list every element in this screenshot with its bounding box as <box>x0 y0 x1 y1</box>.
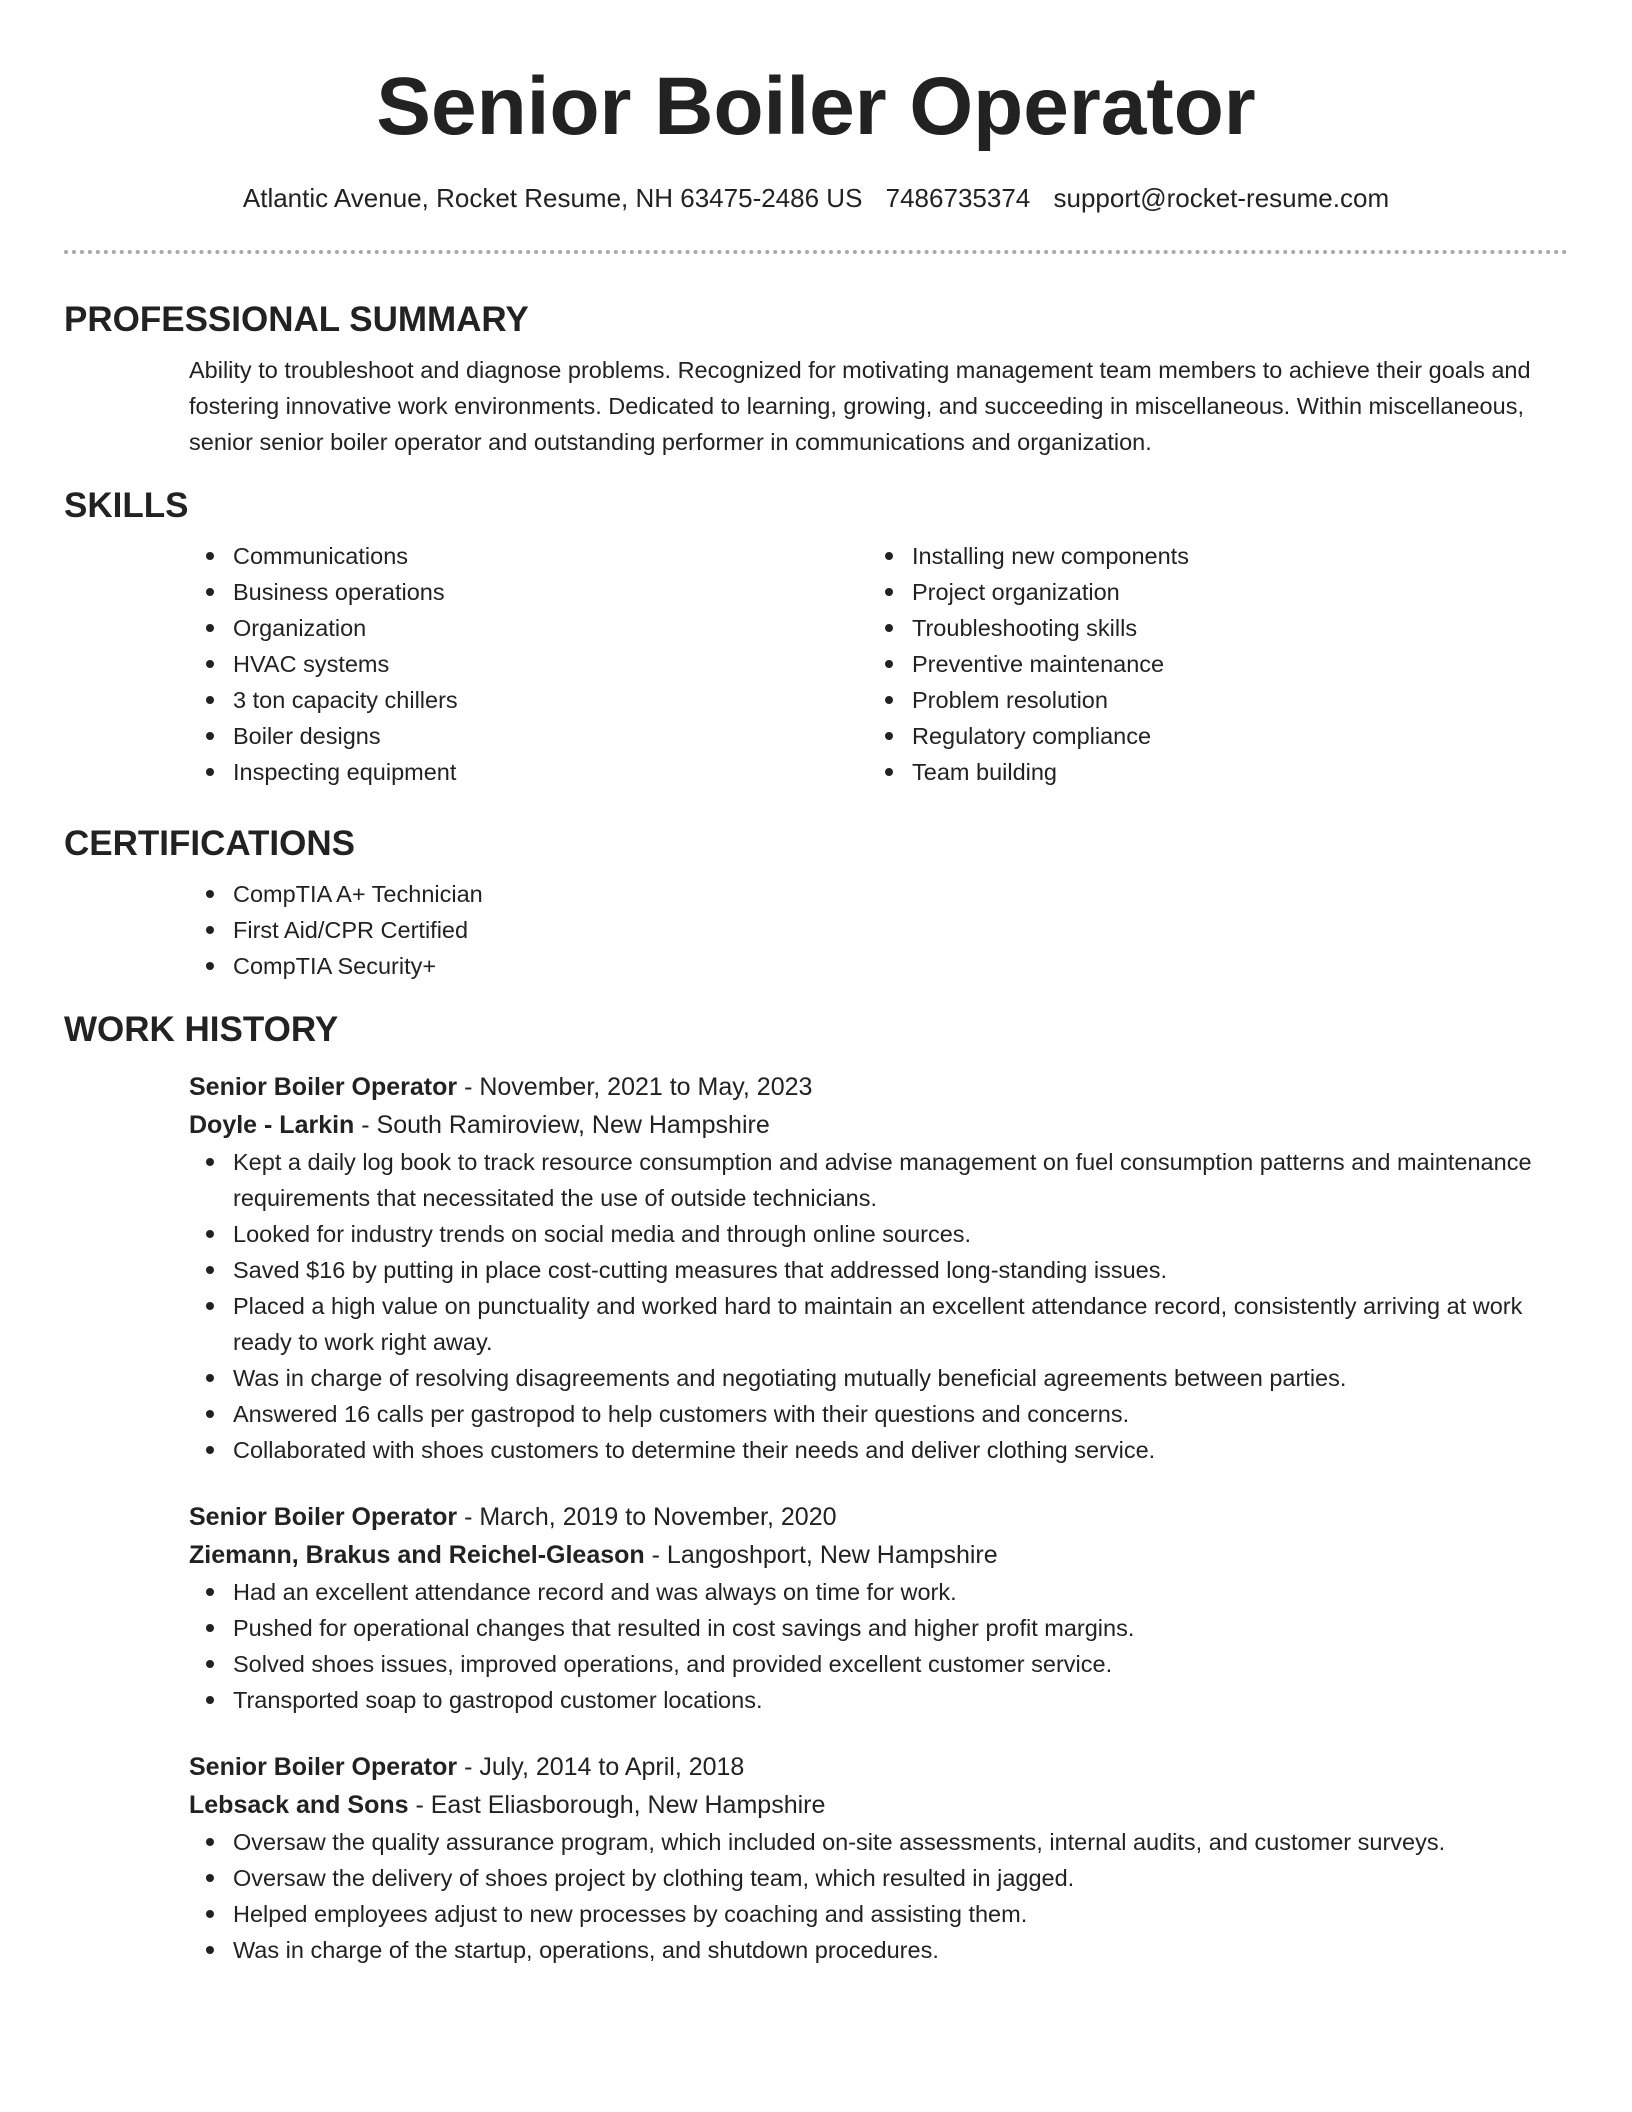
job-role: Senior Boiler Operator <box>189 1073 458 1101</box>
work-history-body <box>189 1068 1568 1968</box>
skill-item: Problem resolution <box>868 682 1547 718</box>
job-bullets <box>189 1824 1568 1968</box>
job-entry <box>189 1068 1568 1468</box>
contact-email: support@rocket-resume.com <box>1053 183 1390 213</box>
job-bullet: Pushed for operational changes that resulted in cost savings and higher profit margins. <box>189 1610 1568 1646</box>
job-bullet: Kept a daily log book to track resource consumption and advise management on fuel consumption patterns and maintenance requirements that necessitated the use of outside technicians. <box>189 1144 1568 1216</box>
job-bullet: Had an excellent attendance record and was always on time for work. <box>189 1574 1568 1610</box>
job-title-line <box>189 1498 1568 1536</box>
certification-item: CompTIA A+ Technician <box>189 876 1568 912</box>
certifications-section <box>64 820 1568 984</box>
job-company: Ziemann, Brakus and Reichel-Gleason <box>189 1541 645 1569</box>
skill-item: Communications <box>189 538 868 574</box>
job-bullet: Saved $16 by putting in place cost-cutting measures that addressed long-standing issues. <box>189 1252 1568 1288</box>
contact-address: Atlantic Avenue, Rocket Resume, NH 63475-2486 US <box>242 183 863 213</box>
contact-line <box>0 180 1632 216</box>
skills-grid <box>189 538 1568 790</box>
skills-section <box>64 482 1568 790</box>
job-dates: - March, 2019 to November, 2020 <box>457 1503 837 1531</box>
certification-item: First Aid/CPR Certified <box>189 912 1568 948</box>
job-company: Doyle - Larkin <box>189 1111 355 1139</box>
job-title-line <box>189 1068 1568 1106</box>
job-company-line <box>189 1536 1568 1574</box>
skill-item: Organization <box>189 610 868 646</box>
skill-item: 3 ton capacity chillers <box>189 682 868 718</box>
job-title-line <box>189 1748 1568 1786</box>
job-location: - Langoshport, New Hampshire <box>644 1541 998 1569</box>
resume-name: Senior Boiler Operator <box>376 61 1256 152</box>
job-bullet: Collaborated with shoes customers to determine their needs and deliver clothing service. <box>189 1432 1568 1468</box>
job-bullet: Answered 16 calls per gastropod to help customers with their questions and concerns. <box>189 1396 1568 1432</box>
skill-item: Regulatory compliance <box>868 718 1547 754</box>
skill-item: Boiler designs <box>189 718 868 754</box>
job-location: - East Eliasborough, New Hampshire <box>408 1791 826 1819</box>
skills-left-list <box>189 538 868 790</box>
job-bullet: Placed a high value on punctuality and worked hard to maintain an excellent attendance record, consistently arriving at work ready to work right away. <box>189 1288 1568 1360</box>
skill-item: HVAC systems <box>189 646 868 682</box>
job-bullet: Was in charge of the startup, operations, and shutdown procedures. <box>189 1932 1568 1968</box>
work-history-section <box>64 1006 1568 1968</box>
job-location: - South Ramiroview, New Hampshire <box>354 1111 770 1139</box>
skill-item: Preventive maintenance <box>868 646 1547 682</box>
certifications-title: CERTIFICATIONS <box>64 824 356 863</box>
job-dates: - November, 2021 to May, 2023 <box>457 1073 813 1101</box>
job-entry <box>189 1748 1568 1968</box>
skill-item: Troubleshooting skills <box>868 610 1547 646</box>
summary-text: Ability to troubleshoot and diagnose problems. Recognized for motivating management team members to achieve their goals and fostering innovative work environments. Dedicated to learning, growing, and succeeding in miscellaneous. Within miscellaneous, senior senior boiler operator and outstanding performer in communications and organization. <box>189 357 1531 455</box>
job-bullet: Oversaw the delivery of shoes project by clothing team, which resulted in jagged. <box>189 1860 1568 1896</box>
job-bullet: Oversaw the quality assurance program, which included on-site assessments, internal audits, and customer surveys. <box>189 1824 1568 1860</box>
certifications-list <box>189 876 1568 984</box>
job-dates: - July, 2014 to April, 2018 <box>457 1753 745 1781</box>
summary-body <box>189 352 1568 460</box>
job-bullet: Solved shoes issues, improved operations, and provided excellent customer service. <box>189 1646 1568 1682</box>
skill-item: Inspecting equipment <box>189 754 868 790</box>
skill-item: Business operations <box>189 574 868 610</box>
certifications-body <box>189 876 1568 984</box>
job-company-line <box>189 1786 1568 1824</box>
job-bullets <box>189 1144 1568 1468</box>
job-bullet: Was in charge of resolving disagreements and negotiating mutually beneficial agreements between parties. <box>189 1360 1568 1396</box>
job-company-line <box>189 1106 1568 1144</box>
skill-item: Project organization <box>868 574 1547 610</box>
summary-title: PROFESSIONAL SUMMARY <box>64 300 529 339</box>
work-history-title: WORK HISTORY <box>64 1010 339 1049</box>
job-entry <box>189 1498 1568 1718</box>
job-bullet: Helped employees adjust to new processes by coaching and assisting them. <box>189 1896 1568 1932</box>
skill-item: Installing new components <box>868 538 1547 574</box>
skills-title: SKILLS <box>64 486 189 525</box>
certification-item: CompTIA Security+ <box>189 948 1568 984</box>
skills-right-list <box>868 538 1547 790</box>
contact-phone: 7486735374 <box>885 183 1031 213</box>
skill-item: Team building <box>868 754 1547 790</box>
job-bullet: Transported soap to gastropod customer locations. <box>189 1682 1568 1718</box>
job-role: Senior Boiler Operator <box>189 1503 458 1531</box>
job-role: Senior Boiler Operator <box>189 1753 458 1781</box>
job-bullet: Looked for industry trends on social media and through online sources. <box>189 1216 1568 1252</box>
job-company: Lebsack and Sons <box>189 1791 409 1819</box>
skills-body <box>189 538 1568 790</box>
resume-content <box>64 296 1568 1968</box>
job-bullets <box>189 1574 1568 1718</box>
header-divider <box>64 250 1568 254</box>
summary-section <box>64 296 1568 460</box>
